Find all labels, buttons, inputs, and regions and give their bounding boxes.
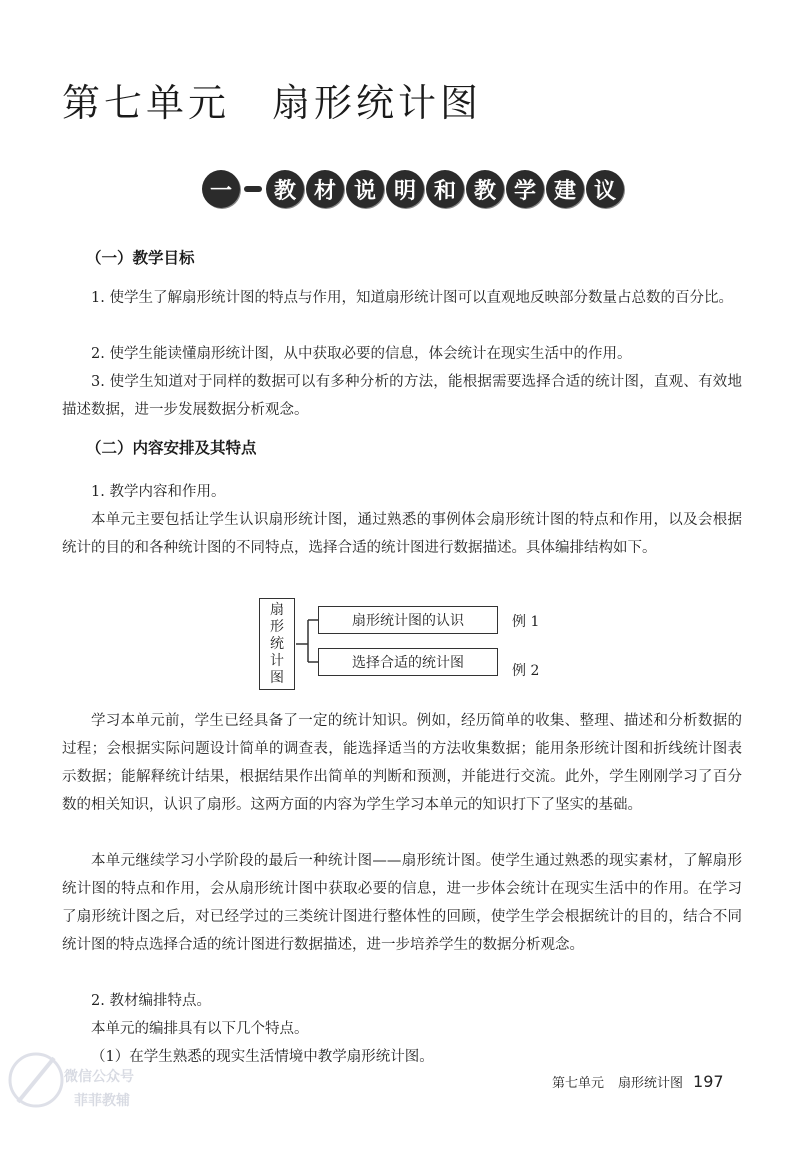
diagram-root-char: 图	[270, 669, 284, 686]
diagram-root-char: 统	[270, 635, 284, 652]
banner-char: 和	[426, 170, 464, 208]
content-paragraph: 本单元主要包括让学生认识扇形统计图，通过熟悉的事例体会扇形统计图的特点和作用，以及会根据统计的目的和各种统计图的不同特点，选择合适的统计图进行数据描述。具体编排结构如下。	[62, 512, 742, 556]
diagram-branch-box-1: 扇形统计图的认识	[318, 606, 498, 634]
unit-title	[62, 72, 482, 127]
banner-char: 学	[506, 170, 544, 208]
banner-char: 教	[466, 170, 504, 208]
section-heading-content: （二）内容安排及其特点	[86, 439, 257, 457]
diagram-root-box	[259, 598, 295, 690]
content-item-2: 2. 教材编排特点。	[91, 993, 211, 1009]
goal-1: 1. 使学生了解扇形统计图的特点与作用，知道扇形统计图可以直观地反映部分数量占总数的百分比。	[91, 290, 733, 306]
diagram-branch-box-2: 选择合适的统计图	[318, 648, 498, 676]
unit-title-topic: 扇形统计图	[272, 81, 483, 125]
page-footer	[552, 1072, 724, 1091]
diagram-example-1: 例 1	[512, 614, 540, 630]
content-paragraph: （1）在学生熟悉的现实生活情境中教学扇形统计图。	[91, 1049, 434, 1065]
diagram-root-char: 计	[270, 652, 284, 669]
banner-char: 明	[386, 170, 424, 208]
goal-3: 3. 使学生知道对于同样的数据可以有多种分析的方法，能根据需要选择合适的统计图，直观、有效地描述数据，进一步发展数据分析观念。	[62, 374, 742, 418]
banner-number: 一	[202, 170, 240, 208]
footer-unit: 第七单元	[552, 1076, 605, 1091]
banner-dash	[244, 186, 262, 192]
section-heading-goals: （一）教学目标	[86, 249, 195, 267]
footer-topic: 扇形统计图	[618, 1076, 684, 1091]
content-item-1: 1. 教学内容和作用。	[91, 484, 226, 500]
unit-title-unit: 第七单元	[62, 81, 231, 125]
diagram-example-2: 例 2	[512, 663, 540, 679]
banner-char: 说	[346, 170, 384, 208]
watermark	[0, 1040, 140, 1130]
diagram-root-char: 扇	[270, 601, 284, 618]
section-banner	[202, 170, 626, 208]
banner-char: 建	[546, 170, 584, 208]
page-number: 197	[693, 1072, 724, 1091]
content-paragraph: 学习本单元前，学生已经具备了一定的统计知识。例如，经历简单的收集、整理、描述和分析数据的过程；会根据实际问题设计简单的调查表，能选择适当的方法收集数据；能用条形统计图和折线统计图表示数据；能解释统计结果，根据结果作出简单的判断和预测，并能进行交流。此外，学生刚刚学习了百分数的相关知识，认识了扇形。这两方面的内容为学生学习本单元的知识打下了坚实的基础。	[62, 713, 742, 813]
diagram-root-char: 形	[270, 618, 284, 635]
banner-char: 教	[266, 170, 304, 208]
banner-char: 材	[306, 170, 344, 208]
structure-diagram	[256, 598, 556, 694]
goal-2: 2. 使学生能读懂扇形统计图，从中获取必要的信息，体会统计在现实生活中的作用。	[91, 346, 632, 362]
watermark-line-2: 菲菲教辅	[74, 1093, 130, 1109]
content-paragraph: 本单元的编排具有以下几个特点。	[91, 1021, 309, 1037]
watermark-line-1: 微信公众号	[64, 1069, 134, 1085]
banner-char: 议	[586, 170, 624, 208]
content-paragraph: 本单元继续学习小学阶段的最后一种统计图——扇形统计图。使学生通过熟悉的现实素材，了解扇形统计图的特点和作用，会从扇形统计图中获取必要的信息，进一步体会统计在现实生活中的作用。在学习了扇形统计图之后，对已经学过的三类统计图进行整体性的回顾，使学生学会根据统计的目的，结合不同统计图的特点选择合适的统计图进行数据描述，进一步培养学生的数据分析观念。	[62, 853, 742, 953]
